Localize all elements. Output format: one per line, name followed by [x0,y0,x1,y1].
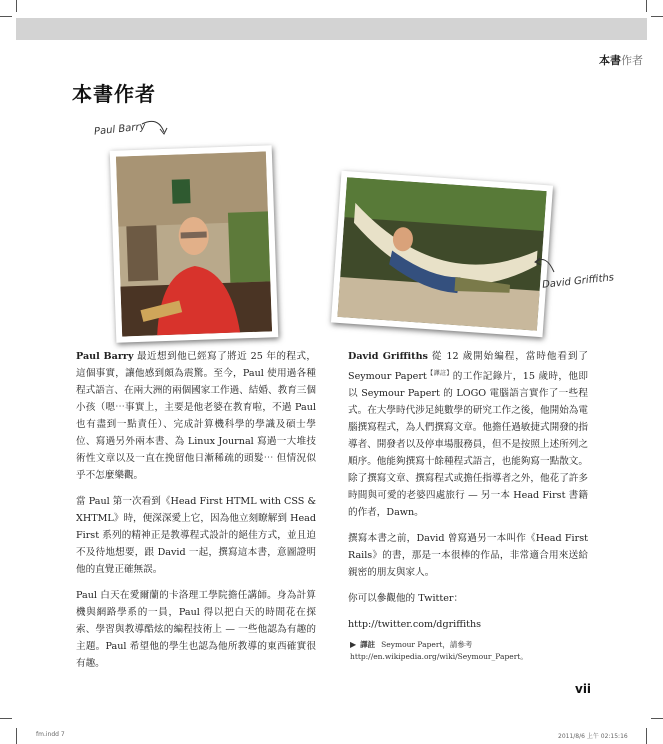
triangle-icon: ▶ [350,640,357,649]
footnote-text: Seymour Papert，請參考 http://en.wikipedia.org/wiki/Seymour_Papert。 [350,640,528,661]
paragraph: 當 Paul 第一次看到《Head First HTML with CSS & XHTML》時，便深深愛上它，因為他立刻瞭解到 Head First 系列的精神正是教導程式設計的絕佳方式，並且迫不及待地想要，跟 David 一起，撰寫這本書，意圖證明他的直覺正確無誤。 [76,496,316,575]
footer-timestamp: 2011/8/6 上午 02:15:16 [558,733,628,740]
caption-paul: Paul Barry [93,121,147,138]
arrow-icon [532,254,556,276]
david-photo [331,171,553,337]
paragraph: 撰寫本書之前，David 曾寫過另一本叫作《Head First Rails》的書，那是一本很棒的作品，非常適合用來送給親密的朋友與家人。 [348,533,588,579]
twitter-link[interactable]: http://twitter.com/dgriffiths [348,619,482,631]
running-head-bold: 本書 [599,54,621,67]
crop-mark [0,16,12,17]
caption-david: David Griffiths [541,272,615,291]
footer-file: fm.indd 7 [36,731,65,738]
crop-mark [651,718,663,719]
paragraph [348,348,588,521]
arrow-icon [140,118,170,140]
page-title: 本書作者 [72,82,156,106]
crop-mark [646,0,647,12]
paul-photo [110,145,279,343]
paragraph-text: 最近想到他已經寫了將近 25 年的程式，這個事實，讓他感到頗為震驚。至今，Paul 使用過各種程式語言、在兩大洲的兩個國家工作過、結婚、教育三個小孩（嗯⋯事實上，主要是他老婆在教育啦，不過 Paul 也有盡到一點責任）、完成計算機科學的學識及碩士學位、寫過另外兩本書、為 Linux Journal 寫過一大堆技術性文章以及一直在挽留他日漸稀疏的頭髮⋯ 但情況似乎不怎麼樂觀。 [76,351,316,481]
crop-mark [0,718,12,719]
right-column [348,348,588,642]
left-column [76,348,316,681]
footnote-mark: 【譯註】 [426,370,453,377]
paragraph-text: 從 12 歲開始編程，當時他看到了 Seymour Papert [348,351,588,383]
paragraph-text: 的工作記錄片，15 歲時，他即以 Seymour Papert 的 LOGO 電腦語言實作了一些程式。在大學時代涉足純數學的研究工作之後，他開始為電腦撰寫程式，為人們撰寫文章。他擔任過敏捷式開發的指導者、開發者以及停車場服務員，但不是按照上述所列之順序。他能夠撰寫十餘種程式語言，也能夠寫一點散文。除了撰寫文章、撰寫程式或擔任指導者之外，他花了許多時間與可愛的老婆四處旅行 — 另一本 Head First 書籍的作者，Dawn。 [348,371,588,519]
footnote [350,639,600,663]
running-head [599,52,643,68]
crop-mark [16,0,17,12]
header-bar [16,18,647,40]
paragraph [76,348,316,484]
paragraph: Paul 白天在愛爾蘭的卡洛理工學院擔任講師。身為計算機與網路學系的一員，Paul 得以把白天的時間花在探索、學習與教導酷炫的編程技術上 — 一些他認為有趣的主題。Paul 希望他的學生也認為他所教導的東西確實很有趣。 [76,590,316,669]
paragraph: 你可以參觀他的 Twitter： [348,593,464,605]
author-name: Paul Barry [76,351,134,362]
footnote-label: 譯註 [360,640,376,649]
crop-mark [646,728,647,744]
crop-mark [16,728,17,744]
running-head-light: 作者 [621,54,643,67]
page-number: vii [575,682,592,696]
crop-mark [651,16,663,17]
author-name: David Griffiths [348,351,428,362]
